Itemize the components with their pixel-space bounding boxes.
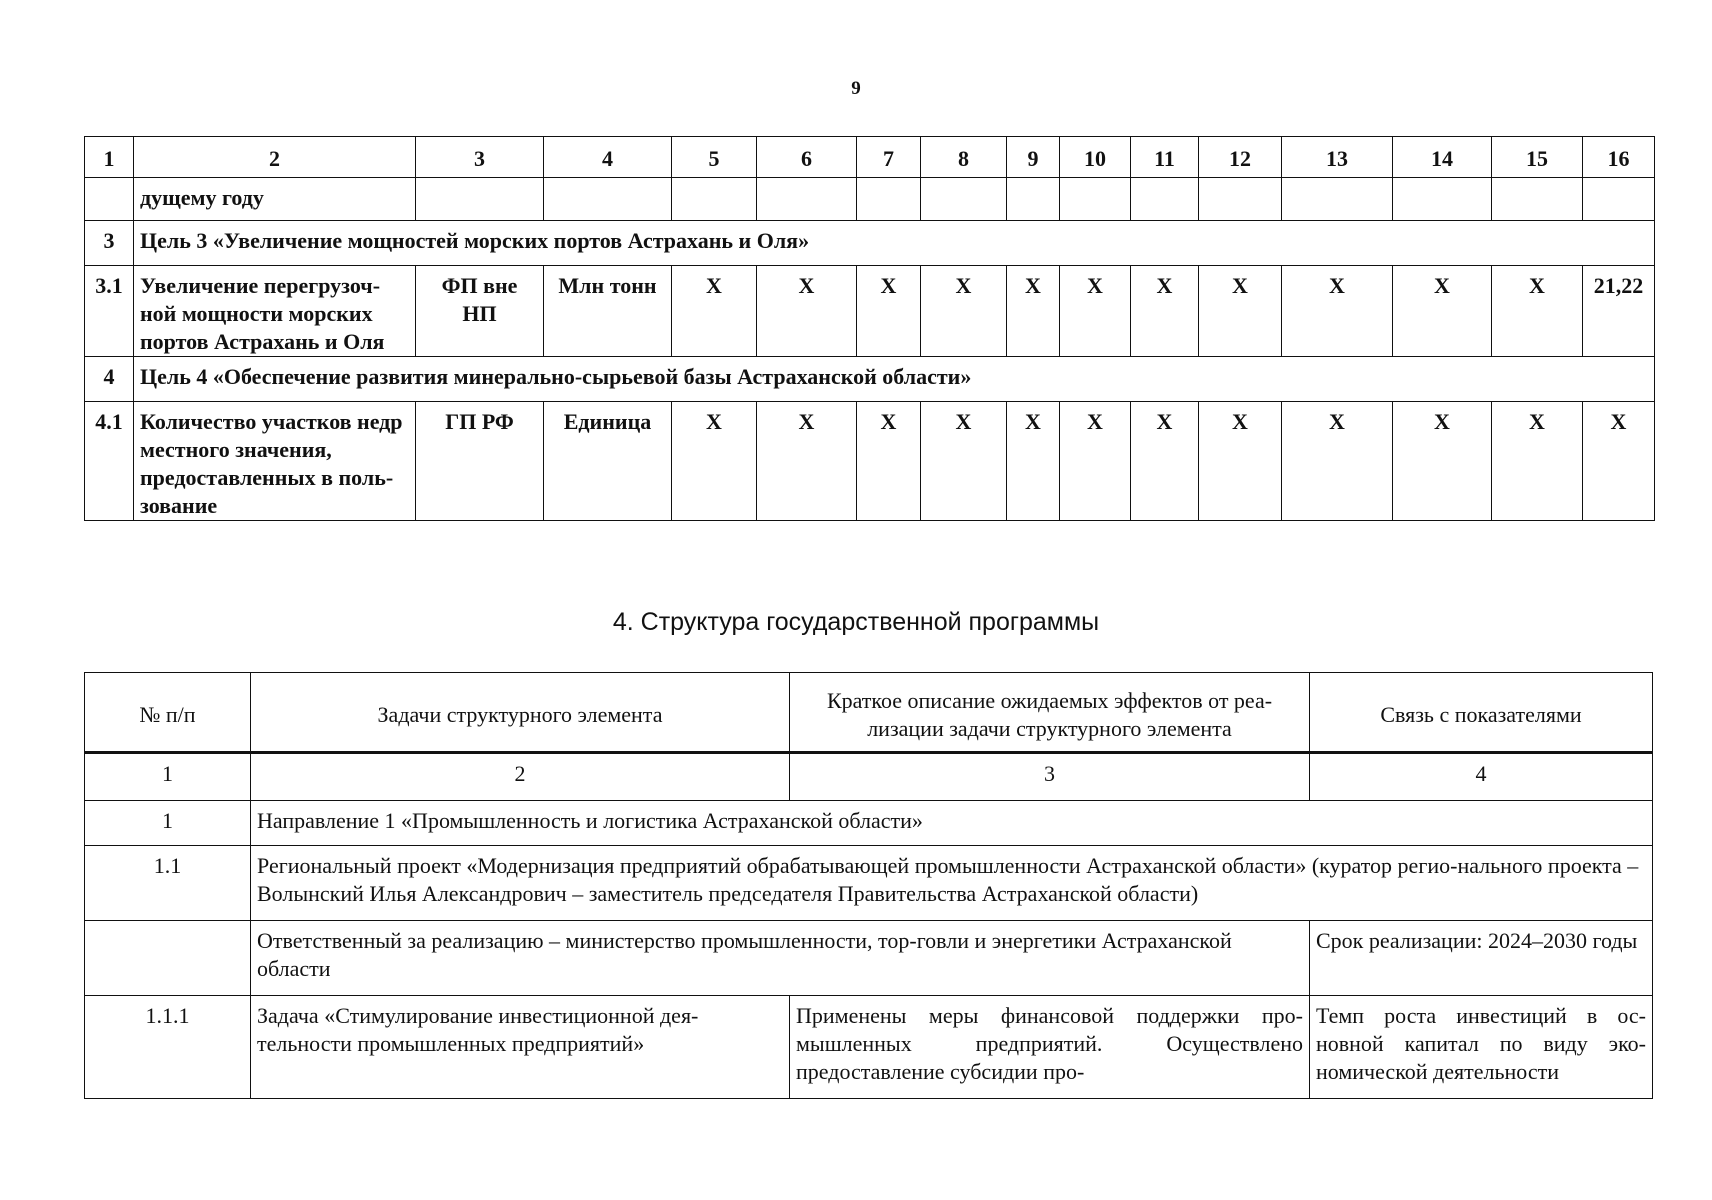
goal-number: 3 (85, 221, 134, 266)
col-number-8: 8 (921, 137, 1007, 178)
value-cell: Х (1131, 266, 1199, 357)
project-number: 1.1 (85, 846, 251, 921)
empty-cell (1583, 178, 1655, 221)
value-cell: Х (921, 402, 1007, 521)
empty-cell (1007, 178, 1060, 221)
col-number-3: 3 (790, 753, 1310, 801)
col-number-4: 4 (1310, 753, 1653, 801)
value-cell: Х (1492, 266, 1583, 357)
goal-row (85, 221, 1655, 266)
term-text: Срок реализации: 2024–2030 годы (1310, 921, 1653, 996)
responsible-text: Ответственный за реализацию – министерство промышленности, тор-говли и энергетики Астраханской области (251, 921, 1310, 996)
value-cell: Х (1282, 266, 1393, 357)
empty-cell (1492, 178, 1583, 221)
col-number-2: 2 (251, 753, 790, 801)
col-number-16: 16 (1583, 137, 1655, 178)
header-tasks: Задачи структурного элемента (251, 673, 790, 753)
structure-table (84, 672, 1653, 1099)
project-text: Региональный проект «Модернизация предприятий обрабатывающей промышленности Астраханской области» (куратор регио-нального проекта – Волынский Илья Александрович – заместитель председателя Правительства Астраханской области) (251, 846, 1653, 921)
col-number-10: 10 (1060, 137, 1131, 178)
value-cell: Х (757, 266, 857, 357)
header-effects: Краткое описание ожидаемых эффектов от реа-лизации задачи структурного элемента (790, 673, 1310, 753)
page-number: 9 (851, 78, 861, 99)
goal-row (85, 357, 1655, 402)
indicators-header-row (85, 137, 1655, 178)
task-link: Темп роста инвестиций в ос-новной капитал по виду эко-номической деятельности (1310, 996, 1653, 1099)
value-cell: Х (672, 402, 757, 521)
direction-number: 1 (85, 801, 251, 846)
value-cell: Х (1583, 402, 1655, 521)
col-number-4: 4 (544, 137, 672, 178)
empty-cell (921, 178, 1007, 221)
task-number: 1.1.1 (85, 996, 251, 1099)
col-number-12: 12 (1199, 137, 1282, 178)
value-cell: Х (1007, 402, 1060, 521)
structure-header-row (85, 673, 1653, 753)
empty-cell (85, 178, 134, 221)
task-effect: Применены меры финансовой поддержки про-мышленных предприятий. Осуществлено предоставление субсидии про- (790, 996, 1310, 1099)
value-cell: Х (857, 402, 921, 521)
col-number-3: 3 (416, 137, 544, 178)
task-row (85, 996, 1653, 1099)
value-cell: Х (1060, 266, 1131, 357)
col-number-11: 11 (1131, 137, 1199, 178)
empty-cell (85, 921, 251, 996)
empty-cell (1131, 178, 1199, 221)
value-cell: Х (1060, 402, 1131, 521)
indicator-unit: Млн тонн (544, 266, 672, 357)
indicator-row (85, 266, 1655, 357)
empty-cell (857, 178, 921, 221)
indicator-name: Увеличение перегрузоч-ной мощности морских портов Астрахань и Оля (134, 266, 416, 357)
col-number-7: 7 (857, 137, 921, 178)
col-number-1: 1 (85, 753, 251, 801)
empty-cell (1199, 178, 1282, 221)
indicator-level: ГП РФ (416, 402, 544, 521)
value-cell: Х (1492, 402, 1583, 521)
col-number-15: 15 (1492, 137, 1583, 178)
indicator-name: Количество участков недр местного значения, предоставленных в поль-зование (134, 402, 416, 521)
col-number-6: 6 (757, 137, 857, 178)
table-row (85, 178, 1655, 221)
value-cell: Х (1393, 402, 1492, 521)
col-number-5: 5 (672, 137, 757, 178)
indicator-row (85, 402, 1655, 521)
structure-numbers-row (85, 753, 1653, 801)
indicator-number: 4.1 (85, 402, 134, 521)
task-text: Задача «Стимулирование инвестиционной дея-тельности промышленных предприятий» (251, 996, 790, 1099)
value-cell: Х (1007, 266, 1060, 357)
col-number-2: 2 (134, 137, 416, 178)
empty-cell (672, 178, 757, 221)
indicator-level: ФП вне НП (416, 266, 544, 357)
direction-text: Направление 1 «Промышленность и логистика Астраханской области» (251, 801, 1653, 846)
empty-cell (757, 178, 857, 221)
section-title: 4. Структура государственной программы (612, 608, 1100, 636)
direction-row (85, 801, 1653, 846)
goal-text: Цель 4 «Обеспечение развития минерально-сырьевой базы Астраханской области» (134, 357, 1655, 402)
indicator-number: 3.1 (85, 266, 134, 357)
project-row (85, 846, 1653, 921)
value-cell: Х (757, 402, 857, 521)
value-cell: Х (672, 266, 757, 357)
value-cell: Х (1199, 266, 1282, 357)
empty-cell (1282, 178, 1393, 221)
value-cell: Х (1282, 402, 1393, 521)
value-cell: Х (1131, 402, 1199, 521)
empty-cell (1393, 178, 1492, 221)
header-num: № п/п (85, 673, 251, 753)
col-number-13: 13 (1282, 137, 1393, 178)
value-cell: Х (921, 266, 1007, 357)
col-number-14: 14 (1393, 137, 1492, 178)
col-number-1: 1 (85, 137, 134, 178)
continuation-text: дущему году (134, 178, 416, 221)
value-cell: Х (1199, 402, 1282, 521)
empty-cell (544, 178, 672, 221)
value-cell: Х (1393, 266, 1492, 357)
empty-cell (1060, 178, 1131, 221)
empty-cell (416, 178, 544, 221)
goal-text: Цель 3 «Увеличение мощностей морских портов Астрахань и Оля» (134, 221, 1655, 266)
indicators-table (84, 136, 1655, 521)
indicator-unit: Единица (544, 402, 672, 521)
col-number-9: 9 (1007, 137, 1060, 178)
value-cell: Х (857, 266, 921, 357)
responsible-row (85, 921, 1653, 996)
header-link: Связь с показателями (1310, 673, 1653, 753)
goal-number: 4 (85, 357, 134, 402)
value-cell: 21,22 (1583, 266, 1655, 357)
